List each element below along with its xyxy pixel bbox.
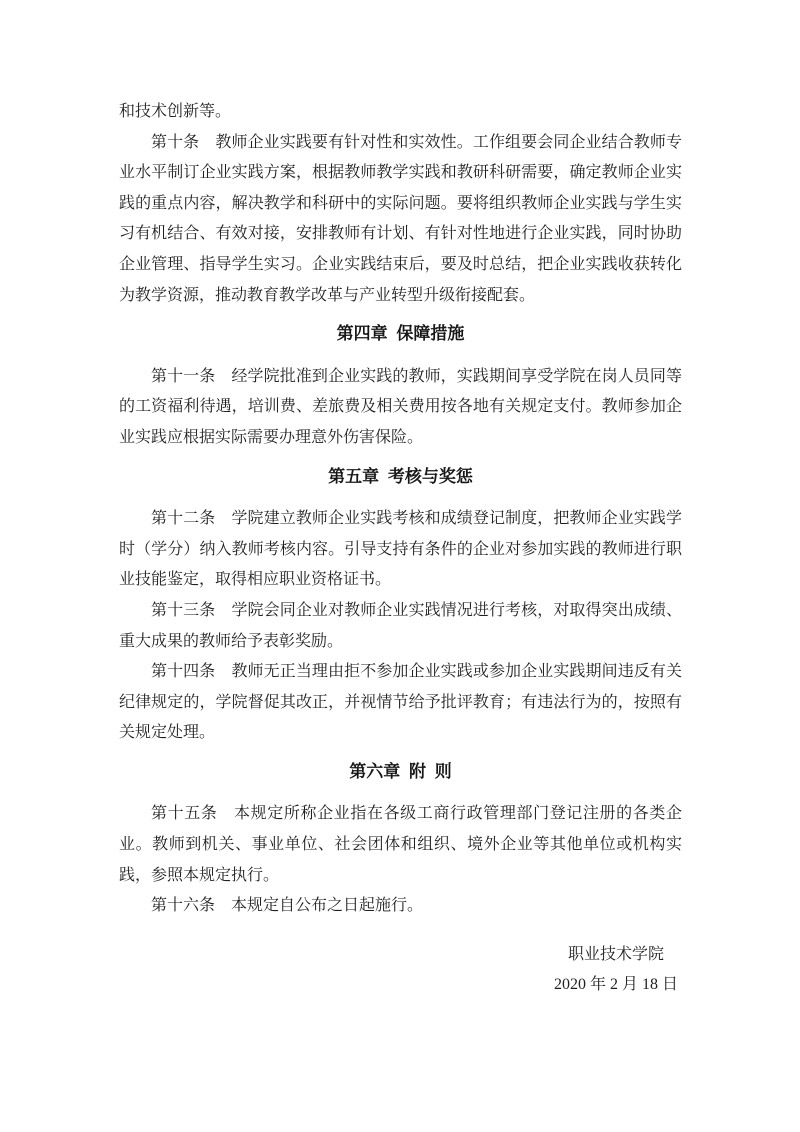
paragraph-article-13: 第十三条 学院会同企业对教师企业实践情况进行考核，对取得突出成绩、重大成果的教师给予表彰奖励。 bbox=[119, 601, 682, 650]
chapter-5-heading: 第五章 考核与奖惩 bbox=[328, 466, 473, 486]
signature-issuer: 职业技术学院 bbox=[567, 945, 664, 963]
paragraph-article-10: 第十条 教师企业实践要有针对性和实效性。工作组要会同企业结合教师专业水平制订企业实践方案，根据教师教学实践和教研科研需要，确定教师企业实践的重点内容，解决教学和科研中的实际问题。要将组织教师企业实践与学生实习有机结合、有效对接，安排教师有计划、有针对性地进行企业实践，同时协助企业管理、指导学生实习。企业实践结束后，要及时总结，把企业实践收获转化为教学资源，推动教育教学改革与产业转型升级衔接配套。 bbox=[119, 133, 682, 304]
paragraph-article-16: 第十六条 本规定自公布之日起施行。 bbox=[151, 897, 424, 915]
chapter-4-heading: 第四章 保障措施 bbox=[336, 324, 465, 344]
signature-date: 2020 年 2 月 18 日 bbox=[553, 976, 678, 994]
chapter-6-heading: 第六章 附 则 bbox=[349, 761, 452, 781]
document-body bbox=[119, 97, 682, 1001]
paragraph-article-15: 第十五条 本规定所称企业指在各级工商行政管理部门登记注册的各类企业。教师到机关、事业单位、社会团体和组织、境外企业等其他单位或机构实践，参照本规定执行。 bbox=[119, 805, 682, 884]
paragraph-article-14: 第十四条 教师无正当理由拒不参加企业实践或参加企业实践期间违反有关纪律规定的，学院督促其改正，并视情节给予批评教育；有违法行为的，按照有关规定处理。 bbox=[119, 663, 682, 742]
signature-block bbox=[554, 940, 678, 1001]
paragraph-article-11: 第十一条 经学院批准到企业实践的教师，实践期间享受学院在岗人员同等的工资福利待遇，培训费、差旅费及相关费用按各地有关规定支付。教师参加企业实践应根据实际需要办理意外伤害保险。 bbox=[119, 367, 682, 446]
paragraph-article-12: 第十二条 学院建立教师企业实践考核和成绩登记制度，把教师企业实践学时（学分）纳入教师考核内容。引导支持有条件的企业对参加实践的教师进行职业技能鉴定，取得相应职业资格证书。 bbox=[119, 510, 682, 589]
paragraph-continuation: 和技术创新等。 bbox=[119, 103, 232, 120]
